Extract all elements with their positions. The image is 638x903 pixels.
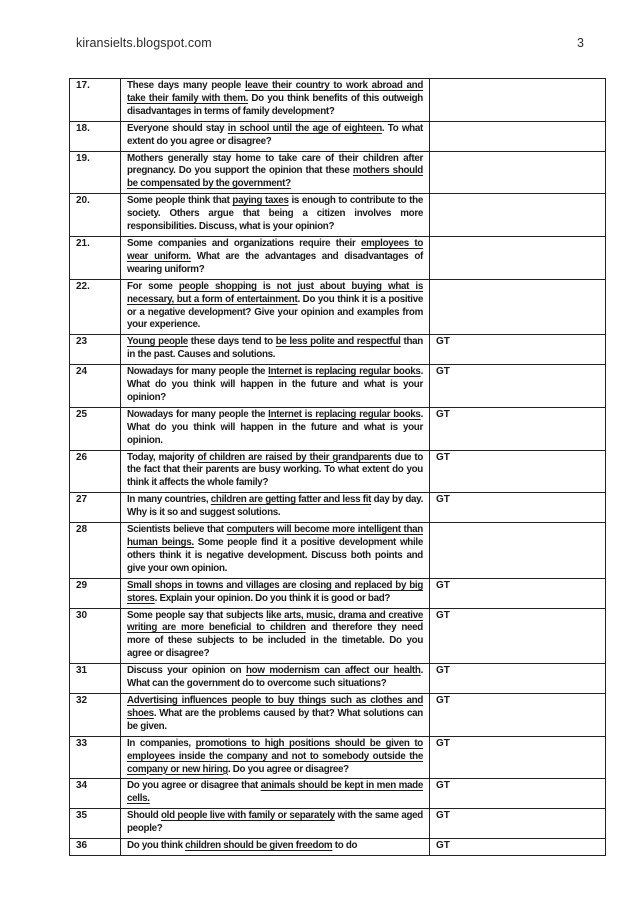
table-row — [70, 121, 606, 151]
table-row — [70, 779, 606, 809]
table-row — [70, 450, 606, 493]
question-text — [121, 450, 430, 493]
page-number: 3 — [577, 36, 584, 50]
question-text — [121, 121, 430, 151]
question-number: 32 — [70, 693, 121, 736]
gt-cell — [430, 523, 606, 579]
question-number: 26 — [70, 450, 121, 493]
question-segment-underlined: Young people — [127, 336, 188, 348]
question-segment: Some people find it a positive development while others think it is negative development. Discuss both points and give your own opinion. — [127, 537, 423, 574]
question-segment-underlined: Internet is replacing regular books — [268, 366, 421, 378]
question-segment-underlined: mothers should be compensated by the government? — [127, 165, 423, 190]
page-header — [0, 0, 638, 50]
question-text — [121, 151, 430, 194]
question-segment-underlined: paying taxes — [232, 195, 289, 207]
question-segment: than in the past. Causes and solutions. — [127, 336, 423, 361]
question-segment-underlined: of children are raised by their grandparents — [197, 451, 392, 463]
table-row — [70, 736, 606, 779]
question-segment: due to the fact that their parents are busy working. To what extent do you think it affects the whole family? — [127, 451, 424, 489]
gt-cell: GT — [430, 664, 606, 694]
question-text — [121, 608, 430, 664]
question-segment-underlined: Advertising influences people to buy things such as clothes and shoes — [127, 694, 423, 719]
question-segment: with the same aged people? — [127, 810, 423, 835]
question-number: 19. — [70, 151, 121, 194]
question-segment-underlined: people shopping is not just about buying what is necessary, but a form of entertainment — [127, 280, 423, 305]
gt-cell — [430, 194, 606, 237]
question-number: 31 — [70, 664, 121, 694]
question-segment-underlined: in school until the age of eighteen — [227, 122, 382, 134]
question-segment: Do you agree or disagree that — [127, 780, 261, 792]
table-row — [70, 608, 606, 664]
question-segment-underlined: Internet is replacing regular books — [268, 408, 421, 420]
gt-cell: GT — [430, 335, 606, 365]
question-number: 20. — [70, 194, 121, 237]
questions-table-body — [70, 79, 606, 856]
question-text — [121, 693, 430, 736]
question-number: 36 — [70, 839, 121, 856]
question-segment: . Do you think it is a positive or a negative development? Give your opinion and examples from your experience. — [127, 293, 423, 331]
gt-cell: GT — [430, 365, 606, 408]
question-number: 33 — [70, 736, 121, 779]
question-segment-underlined: animals should be kept in men made cells. — [127, 780, 423, 805]
question-segment: these days tend to — [187, 336, 276, 348]
question-number: 18. — [70, 121, 121, 151]
question-text — [121, 279, 430, 335]
gt-cell — [430, 279, 606, 335]
question-text — [121, 194, 430, 237]
question-number: 34 — [70, 779, 121, 809]
gt-cell: GT — [430, 608, 606, 664]
table-row — [70, 279, 606, 335]
question-segment-underlined: Small shops in towns and villages are closing and replaced by big stores — [127, 579, 423, 604]
gt-cell: GT — [430, 839, 606, 856]
question-number: 17. — [70, 79, 121, 122]
question-segment: Some people think that — [127, 195, 233, 207]
gt-cell — [430, 151, 606, 194]
gt-cell: GT — [430, 693, 606, 736]
question-text — [121, 809, 430, 839]
question-segment-underlined: old people live with family or separately — [161, 810, 335, 822]
question-number: 35 — [70, 809, 121, 839]
question-segment: . To what extent do you agree or disagree? — [127, 122, 423, 147]
table-row — [70, 236, 606, 279]
question-segment-underlined: children are getting fatter and less fit — [210, 494, 372, 506]
table-row — [70, 79, 606, 122]
question-segment: In companies, — [127, 737, 196, 749]
question-segment: Do you think — [127, 840, 186, 852]
question-segment: is enough to contribute to the society. Others argue that being a citizen involves more responsibilities. Discuss, what is your opinion? — [127, 195, 423, 233]
question-text — [121, 578, 430, 608]
question-segment-underlined: leave their country to work abroad and take their family with them. — [127, 80, 424, 104]
question-segment: In many countries, — [127, 494, 211, 506]
table-row — [70, 493, 606, 523]
question-segment-underlined: employees to wear uniform. — [127, 237, 423, 262]
question-segment: . What are the problems caused by that? What solutions can be given. — [127, 707, 423, 732]
question-segment: Today, majority — [127, 451, 198, 463]
question-segment: and therefore they need more of these subjects to be included in the timetable. Do you agree or disagree? — [127, 622, 423, 660]
question-text — [121, 236, 430, 279]
question-text — [121, 736, 430, 779]
question-text — [121, 839, 430, 856]
table-row — [70, 578, 606, 608]
question-segment: Do you think benefits of this outweigh disadvantages in terms of family development? — [127, 92, 423, 117]
question-segment: Some companies and organizations require their — [127, 237, 361, 249]
question-segment: . Do you agree or disagree? — [227, 763, 349, 775]
question-number: 30 — [70, 608, 121, 664]
question-segment: Everyone should stay — [127, 122, 228, 134]
question-segment-underlined: children should be given freedom — [185, 840, 333, 852]
question-segment: What are the advantages and disadvantages of wearing uniform? — [127, 250, 423, 275]
question-segment: Nowadays for many people the — [127, 408, 269, 420]
question-text — [121, 664, 430, 694]
question-segment: Scientists believe that — [127, 524, 227, 536]
question-segment: These days many people — [127, 80, 245, 91]
gt-cell: GT — [430, 578, 606, 608]
question-segment: to do — [332, 840, 358, 852]
gt-cell: GT — [430, 493, 606, 523]
gt-cell: GT — [430, 809, 606, 839]
question-segment: Should — [127, 810, 161, 822]
question-segment: Discuss your opinion on — [127, 665, 246, 677]
table-row — [70, 523, 606, 579]
question-segment: . Explain your opinion. Do you think it is good or bad? — [154, 592, 391, 604]
question-segment: . What can the government do to overcome such situations? — [127, 665, 424, 690]
question-text — [121, 523, 430, 579]
question-segment-underlined: be less polite and respectful — [275, 336, 401, 348]
gt-cell — [430, 121, 606, 151]
table-row — [70, 365, 606, 408]
gt-cell: GT — [430, 450, 606, 493]
question-segment-underlined: how modernism can affect our health — [245, 665, 421, 677]
question-text — [121, 493, 430, 523]
gt-cell: GT — [430, 407, 606, 450]
question-text — [121, 365, 430, 408]
question-segment: . What do you think will happen in the future and what is your opinion. — [127, 408, 423, 446]
table-row — [70, 194, 606, 237]
table-row — [70, 693, 606, 736]
question-text — [121, 779, 430, 809]
gt-cell: GT — [430, 779, 606, 809]
table-row — [70, 407, 606, 450]
question-segment-underlined: promotions to high positions should be given to employees inside the company and not to somebody outside the company or new hiring — [127, 737, 423, 775]
question-number: 27 — [70, 493, 121, 523]
gt-cell — [430, 236, 606, 279]
question-number: 29 — [70, 578, 121, 608]
table-row — [70, 839, 606, 856]
question-segment-underlined: computers will become more intelligent than human beings. — [127, 524, 423, 548]
question-number: 21. — [70, 236, 121, 279]
question-segment: day by day. Why is it so and suggest solutions. — [127, 494, 424, 519]
question-number: 28 — [70, 523, 121, 579]
question-text — [121, 335, 430, 365]
question-number: 23 — [70, 335, 121, 365]
question-segment-underlined: like arts, music, drama and creative writing are more beneficial to children — [127, 609, 423, 634]
question-segment: . What do you think will happen in the future and what is your opinion? — [127, 366, 423, 403]
question-segment: Nowadays for many people the — [127, 366, 269, 378]
question-number: 24 — [70, 365, 121, 408]
site-url: kiransielts.blogspot.com — [76, 36, 212, 50]
question-text — [121, 407, 430, 450]
question-number: 22. — [70, 279, 121, 335]
questions-table — [69, 78, 606, 856]
gt-cell — [430, 79, 606, 122]
table-row — [70, 809, 606, 839]
table-row — [70, 151, 606, 194]
question-segment: Mothers generally stay home to take care of their children after pregnancy. Do you support the opinion that these — [127, 152, 423, 177]
gt-cell: GT — [430, 736, 606, 779]
question-number: 25 — [70, 407, 121, 450]
question-text — [121, 79, 430, 122]
question-segment: Some people say that subjects — [127, 609, 267, 621]
table-row — [70, 664, 606, 694]
table-row — [70, 335, 606, 365]
question-segment: For some — [127, 280, 179, 292]
